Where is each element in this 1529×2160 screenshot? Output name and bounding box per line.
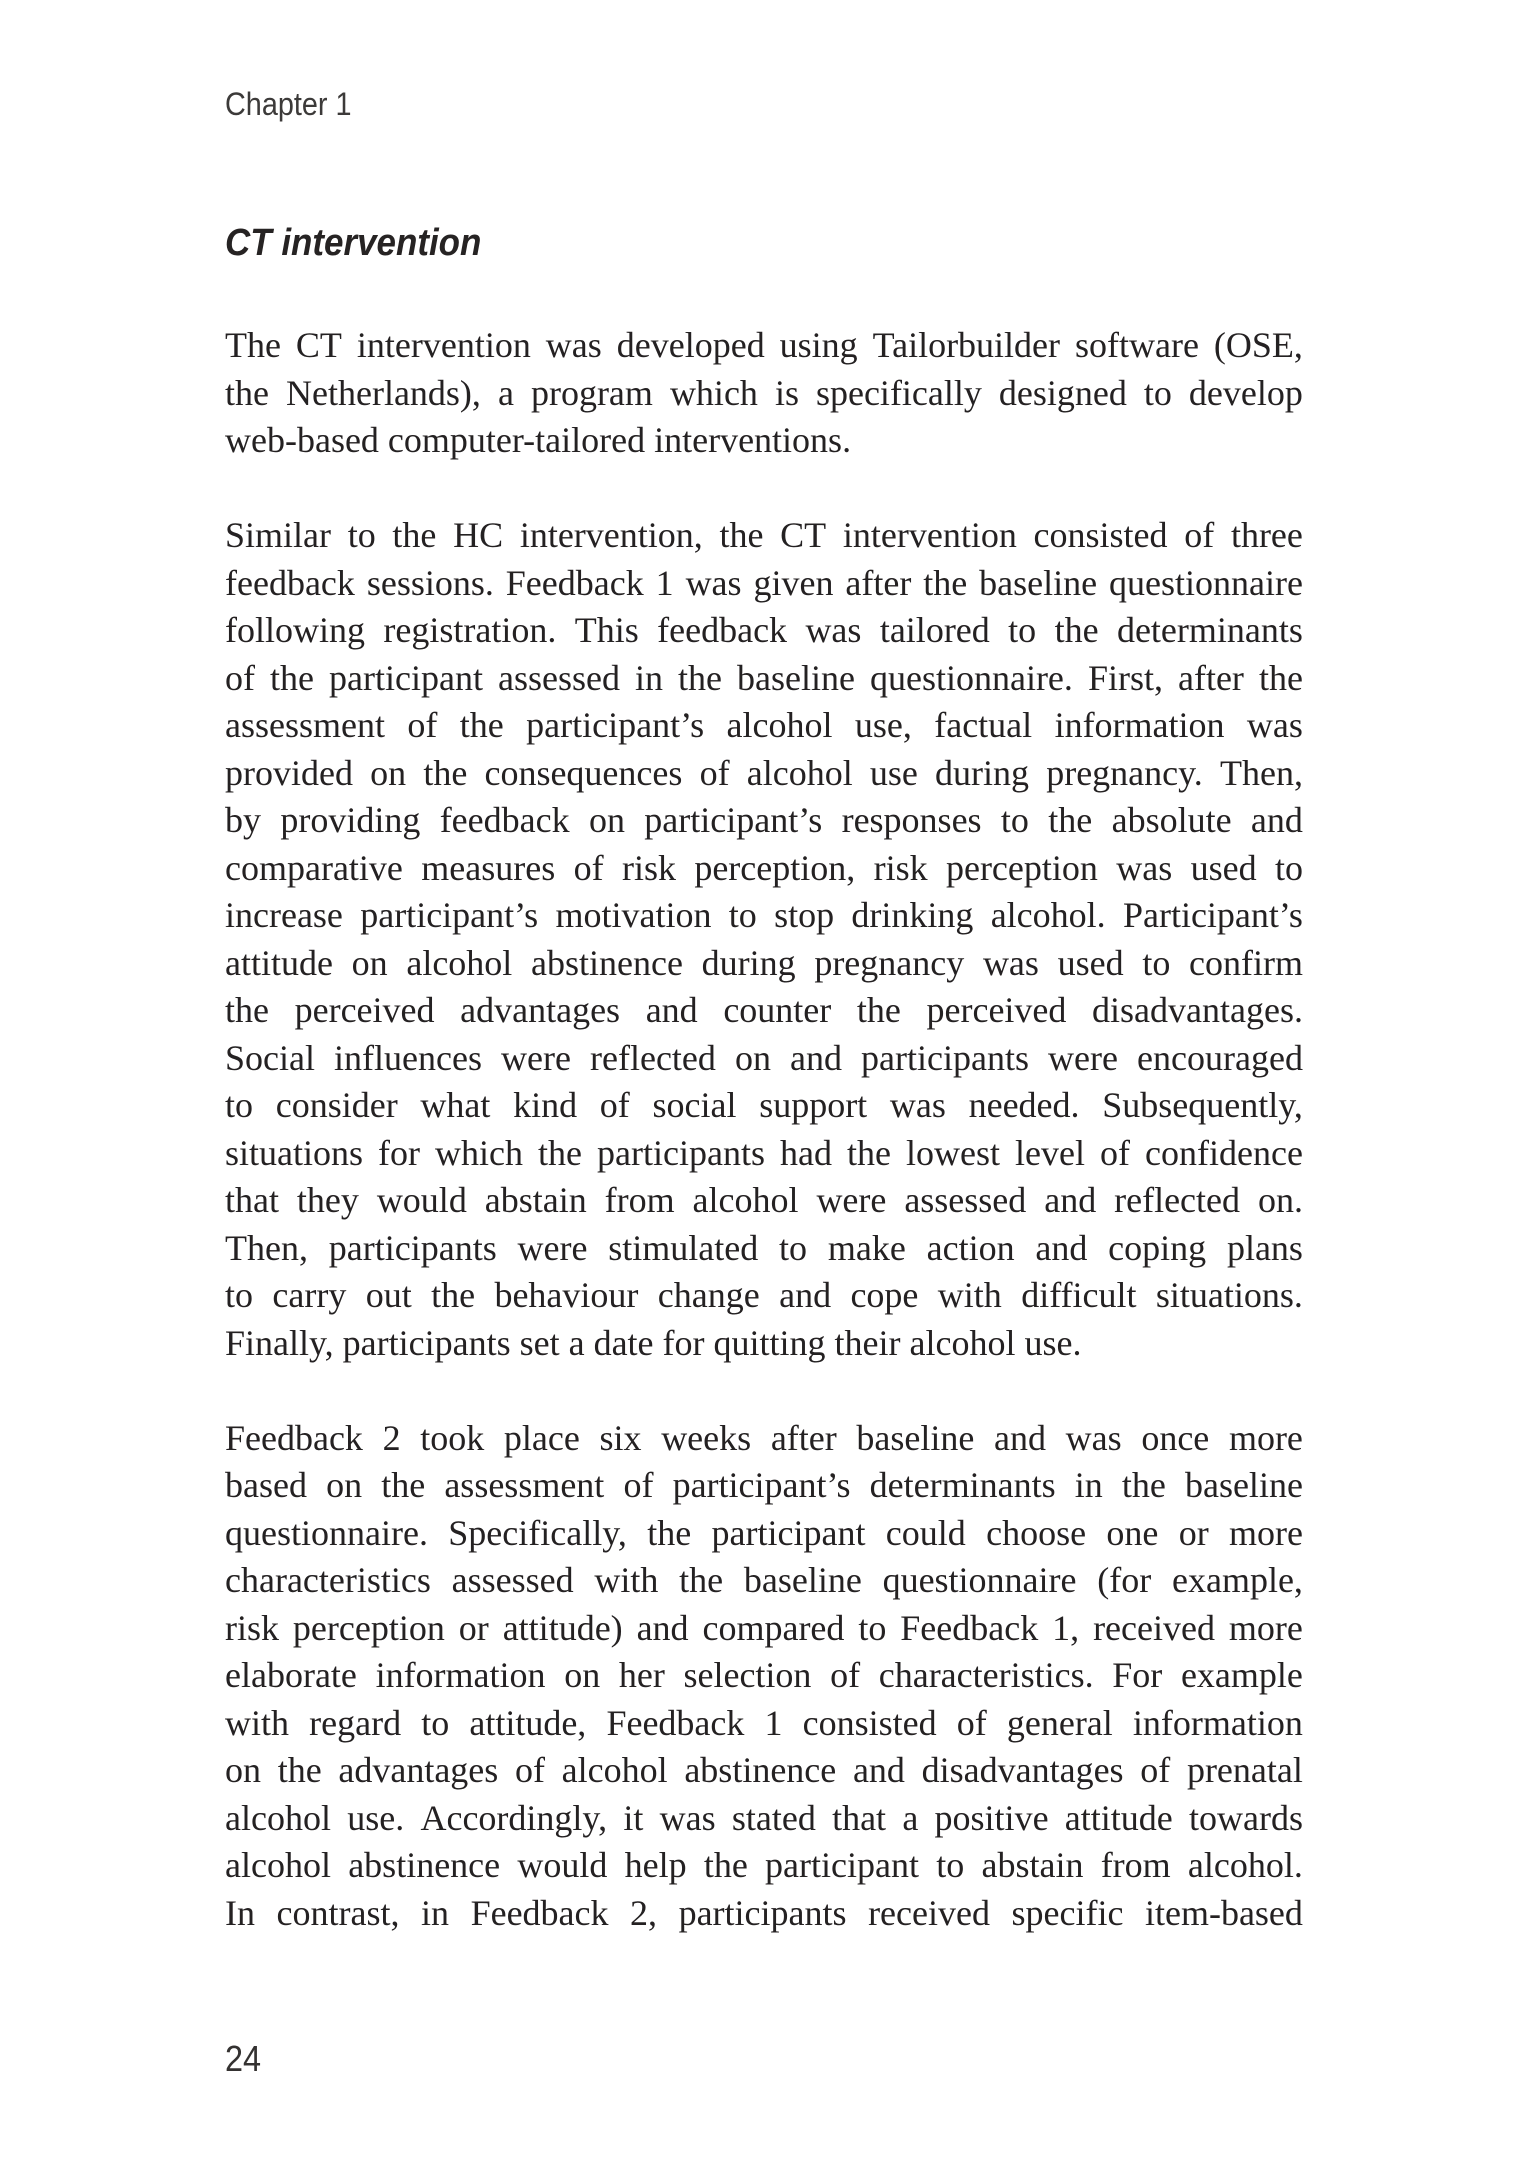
section-heading: CT intervention (225, 222, 482, 264)
text-line: characteristics assessed with the baseline questionnaire (for example, (225, 1560, 1303, 1600)
text-line: comparative measures of risk perception, risk perception was used to (225, 847, 1303, 888)
text-line: Finally, participants set a date for quitting their alcohol use. (225, 1322, 1082, 1363)
text-line: situations for which the participants had the lowest level of confidence (225, 1132, 1303, 1173)
text-line: that they would abstain from alcohol were assessed and reflected on. (225, 1180, 1303, 1220)
text-line: of the participant assessed in the baseline questionnaire. First, after the (225, 657, 1303, 698)
text-line: In contrast, in Feedback 2, participants received specific item-based (225, 1892, 1303, 1933)
text-line: assessment of the participant’s alcohol use, factual information was (225, 705, 1303, 745)
text-line: feedback sessions. Feedback 1 was given after the baseline questionnaire (225, 562, 1303, 603)
text-line: alcohol abstinence would help the participant to abstain from alcohol. (225, 1845, 1303, 1885)
text-line: to carry out the behaviour change and cope with difficult situations. (225, 1275, 1303, 1315)
text-line: following registration. This feedback was tailored to the determinants (225, 610, 1303, 650)
text-line: The CT intervention was developed using Tailorbuilder software (OSE, (225, 325, 1303, 365)
running-header: Chapter 1 (225, 86, 352, 122)
text-line: the perceived advantages and counter the perceived disadvantages. (225, 990, 1303, 1030)
text-line: Then, participants were stimulated to make action and coping plans (225, 1227, 1303, 1268)
text-line: with regard to attitude, Feedback 1 consisted of general information (225, 1702, 1303, 1743)
text-line: questionnaire. Specifically, the participant could choose one or more (225, 1512, 1303, 1553)
text-line: Social influences were reflected on and participants were encouraged (225, 1037, 1303, 1078)
text-line: based on the assessment of participant’s determinants in the baseline (225, 1465, 1303, 1505)
text-line: Similar to the HC intervention, the CT intervention consisted of three (225, 515, 1303, 555)
paragraph-3 (225, 1415, 1303, 1938)
text-line: on the advantages of alcohol abstinence and disadvantages of prenatal (225, 1750, 1303, 1790)
text-line: alcohol use. Accordingly, it was stated that a positive attitude towards (225, 1797, 1303, 1838)
text-line: attitude on alcohol abstinence during pregnancy was used to confirm (225, 942, 1303, 983)
text-line: provided on the consequences of alcohol use during pregnancy. Then, (225, 752, 1303, 793)
text-line: to consider what kind of social support was needed. Subsequently, (225, 1085, 1303, 1125)
paragraph-2 (225, 512, 1303, 1367)
body-text (225, 322, 1303, 1937)
text-line: web-based computer-tailored interventions. (225, 420, 852, 460)
paragraph-1 (225, 322, 1303, 465)
text-line: the Netherlands), a program which is specifically designed to develop (225, 372, 1303, 413)
text-line: elaborate information on her selection of characteristics. For example (225, 1655, 1303, 1695)
text-line: by providing feedback on participant’s responses to the absolute and (225, 800, 1303, 840)
text-line: Feedback 2 took place six weeks after baseline and was once more (225, 1417, 1303, 1458)
text-line: increase participant’s motivation to stop drinking alcohol. Participant’s (225, 895, 1303, 935)
page-number: 24 (225, 2038, 262, 2079)
text-line: risk perception or attitude) and compared to Feedback 1, received more (225, 1607, 1303, 1648)
